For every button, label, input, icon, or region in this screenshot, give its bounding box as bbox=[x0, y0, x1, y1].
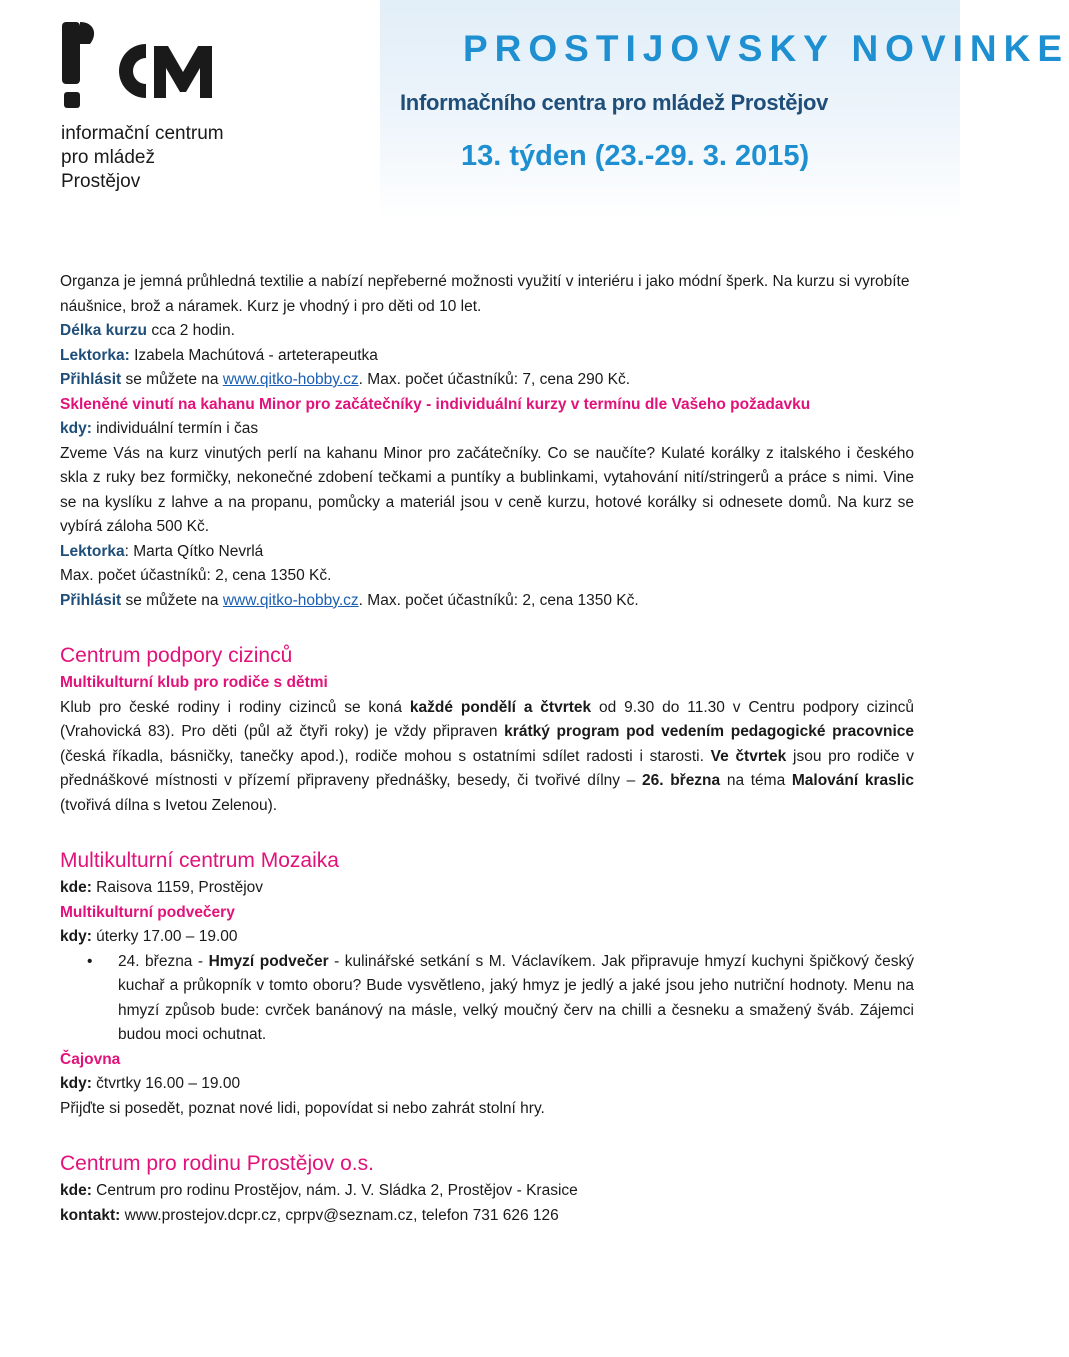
foreigners-title: Centrum podpory cizinců bbox=[60, 644, 293, 667]
teahouse-title: Čajovna bbox=[60, 1050, 121, 1068]
list-item: • 24. března - Hmyzí podvečer - kulinářské setkání s M. Václavíkem. Jak připravuje hmyzí kuchyni špičkový český kuchař a průkopník v tomto oboru? Bude vysvětleno, jaký hmyz je jedlý a jaké jsou jeho nutriční hodnoty. Menu na hmyzí způsob bude: cvrček banánový na másle, velký moučný červ na chilli a česneku a smažený šváb. Zájemci budou moci ochutnat. bbox=[60, 950, 914, 1048]
glass-signup: Přihlásit se můžete na www.qitko-hobby.cz. Max. počet účastníků: 2, cena 1350 Kč. bbox=[60, 591, 639, 609]
teahouse-when: kdy: čtvrtky 16.00 – 19.00 bbox=[60, 1075, 241, 1092]
logo-line-3: Prostějov bbox=[61, 171, 141, 192]
logo-line-1: informační centrum bbox=[61, 123, 224, 144]
mozaika-evenings-when: kdy: úterky 17.00 – 19.00 bbox=[60, 928, 238, 945]
week-label: 13. týden (23.-29. 3. 2015) bbox=[461, 140, 810, 172]
newsletter-subtitle: Informačního centra pro mládež Prostějov bbox=[400, 90, 829, 115]
mozaika-where: kde: Raisova 1159, Prostějov bbox=[60, 879, 264, 896]
organza-length: Délka kurzu cca 2 hodin. bbox=[60, 322, 235, 339]
glass-capacity: Max. počet účastníků: 2, cena 1350 Kč. bbox=[60, 567, 332, 584]
newsletter-title: PROSTIJOVSKY NOVINKE bbox=[463, 28, 1069, 69]
logo-text bbox=[61, 122, 224, 194]
family-where: kde: Centrum pro rodinu Prostějov, nám. J. V. Sládka 2, Prostějov - Krasice bbox=[60, 1182, 578, 1199]
foreigners-subtitle: Multikulturní klub pro rodiče s dětmi bbox=[60, 674, 328, 691]
header bbox=[0, 0, 1069, 250]
organza-lector: Lektorka: Izabela Machútová - arteterapeutka bbox=[60, 346, 378, 364]
family-contact: kontakt: www.prostejov.dcpr.cz, cprpv@seznam.cz, telefon 731 626 126 bbox=[60, 1206, 559, 1224]
mozaika-evenings-title: Multikulturní podvečery bbox=[60, 903, 235, 921]
content bbox=[60, 270, 914, 1228]
teahouse-description: Přijďte si posedět, poznat nové lidi, popovídat si nebo zahrát stolní hry. bbox=[60, 1099, 545, 1117]
mozaika-title: Multikulturní centrum Mozaika bbox=[60, 849, 339, 872]
glass-heading: Skleněné vinutí na kahanu Minor pro začátečníky - individuální kurzy v termínu dle Vašeho požadavku bbox=[60, 395, 811, 413]
logo-line-2: pro mládež bbox=[61, 147, 155, 168]
glass-description: Zveme Vás na kurz vinutých perlí na kahanu Minor pro začátečníky. Co se naučíte? Kulaté korálky z italského i českého skla z ruky bez formičky, nekonečné zdobení tečkami a puntíky a bublinkami, vytahování nití/stringerů a práce s nimi. Vine se na kyslíku z lahve a na propanu, pomůcky a materiál jsou v ceně kurzu, hotové korálky si odnesete domů. Na kurz se vybírá záloha 500 Kč. bbox=[60, 444, 914, 535]
mozaika-events bbox=[60, 950, 914, 1048]
icm-logo-icon bbox=[60, 14, 220, 114]
organza-description: Organza je jemná průhledná textilie a nabízí nepřeberné možnosti využití v interiéru i jako módní šperk. Na kurzu si vyrobíte náušnice, brož a náramek. Kurz je vhodný i pro děti od 10 let. bbox=[60, 273, 910, 315]
glass-when: kdy: individuální termín i čas bbox=[60, 420, 259, 437]
glass-link[interactable]: www.qitko-hobby.cz bbox=[222, 591, 359, 609]
bullet-icon: • bbox=[87, 952, 93, 970]
foreigners-description: Klub pro české rodiny i rodiny cizinců se koná každé pondělí a čtvrtek od 9.30 do 11.30 v Centru podpory cizinců (Vrahovická 83). Pro děti (půl až čtyři roky) je vždy připraven krátký program pod vedením pedagogické pracovnice (česká říkadla, básničky, tanečky apod.), rodiče mohou s ostatními sdílet radosti i starosti. Ve čtvrtek jsou pro rodiče v přednáškové místnosti v přízemí připraveny přednášky, besedy, či tvořivé dílny – 26. března na téma Malování kraslic (tvořivá dílna s Ivetou Zelenou). bbox=[60, 698, 915, 814]
organza-link[interactable]: www.qitko-hobby.cz bbox=[222, 371, 359, 388]
glass-lector: Lektorka: Marta Qítko Nevrlá bbox=[60, 542, 264, 560]
family-title: Centrum pro rodinu Prostějov o.s. bbox=[60, 1152, 374, 1175]
organza-signup: Přihlásit se můžete na www.qitko-hobby.cz. Max. počet účastníků: 7, cena 290 Kč. bbox=[60, 371, 631, 388]
